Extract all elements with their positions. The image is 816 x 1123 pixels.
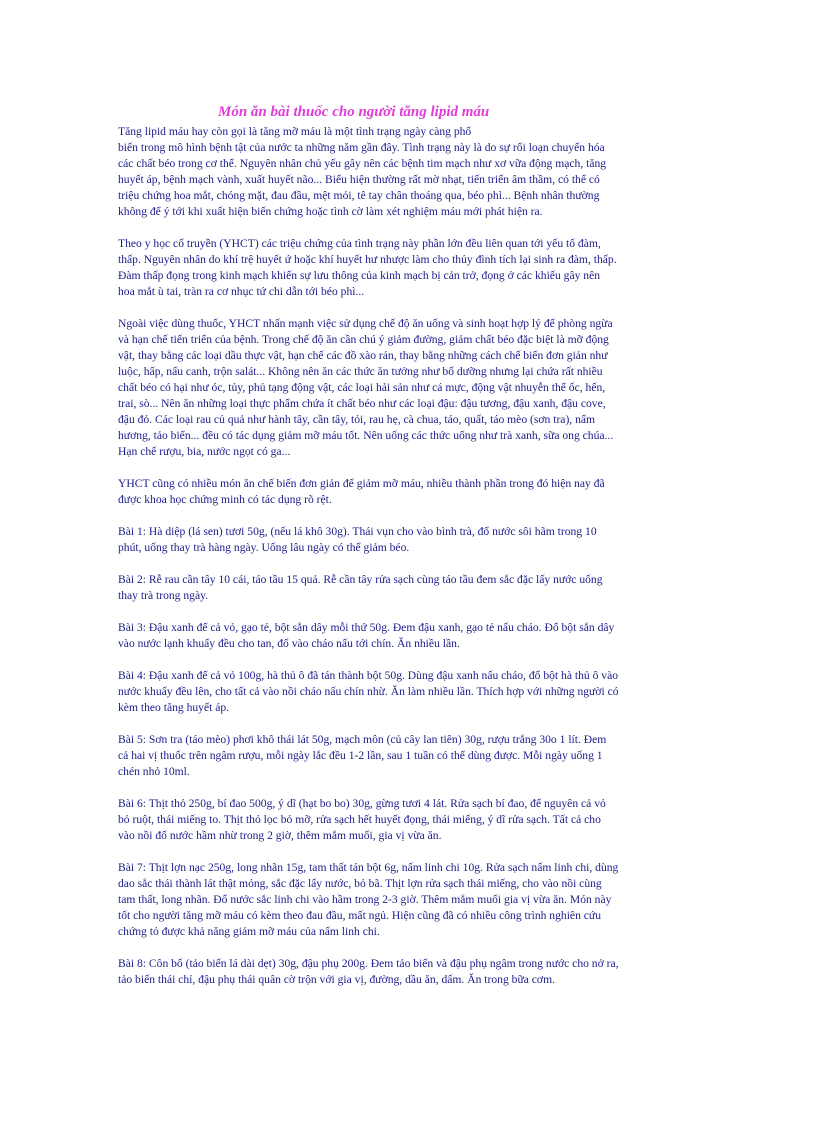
paragraph (118, 572, 703, 604)
text-line: vào nồi đổ nước hầm nhừ trong 2 giờ, thêm mắm muối, gia vị vừa ăn. (118, 829, 442, 842)
paragraph (118, 620, 703, 652)
text-line: Theo y học cổ truyền (YHCT) các triệu chứng của tình trạng này phần lớn đều liên quan tới yếu tố đàm, (118, 237, 601, 250)
text-line: Bài 7: Thịt lợn nạc 250g, long nhãn 15g, tam thất tán bột 6g, nấm linh chi 10g. Rửa sạch nấm linh chi, dùng (118, 861, 619, 874)
text-line: dao sắc thái thành lát thật mỏng, sắc đặc lấy nước, bỏ bã. Thịt lợn rửa sạch thái miếng, cho vào nồi cùng (118, 877, 602, 890)
document-body (118, 124, 703, 1004)
text-line: bỏ ruột, thái miếng to. Thịt thỏ lọc bỏ mỡ, rửa sạch hết huyết đọng, thái miếng, ý dĩ rửa sạch. Tất cả cho (118, 813, 601, 826)
text-line: tảo biển thái chỉ, đậu phụ thái quân cờ trộn với gia vị, đường, dầu ăn, dấm. Ăn trong bữa cơm. (118, 973, 555, 986)
paragraph (118, 236, 703, 300)
text-line: vật, thay bằng các loại dầu thực vật, hạn chế các đồ xào rán, thay bằng những cách chế biến đơn giản như (118, 349, 608, 362)
text-line: thay trà trong ngày. (118, 589, 209, 602)
text-line: chất béo có hại như óc, tủy, phủ tạng động vật, các loại hải sản như cá mực, động vật nhuyễn thể ốc, hến, (118, 381, 606, 394)
text-line: triệu chứng hoa mắt, chóng mặt, đau đầu, mệt mỏi, tê tay chân thoáng qua, béo phì... Bệnh nhân thường (118, 189, 600, 202)
text-line: kèm theo tăng huyết áp. (118, 701, 230, 714)
text-line: Bài 8: Côn bố (tảo biển lá dài dẹt) 30g, đậu phụ 200g. Đem tảo biển và đậu phụ ngâm trong nước cho nở ra, (118, 957, 619, 970)
text-line: biến trong mô hình bệnh tật của nước ta những năm gần đây. Tình trạng này là do sự rối loạn chuyển hóa (118, 141, 605, 154)
paragraph (118, 860, 703, 940)
text-line: được khoa học chứng minh có tác dụng rõ rệt. (118, 493, 332, 506)
paragraph (118, 124, 703, 220)
text-line: vào nước lạnh khuấy đều cho tan, đổ vào cháo nấu tới chín. Ăn nhiều lần. (118, 637, 460, 650)
text-line: luộc, hấp, nấu canh, trộn salát... Không nên ăn các thức ăn tưởng như bổ dưỡng nhưng lại chứa rất nhiều (118, 365, 603, 378)
paragraph (118, 732, 703, 780)
text-line: Ngoài việc dùng thuốc, YHCT nhấn mạnh việc sử dụng chế độ ăn uống và sinh hoạt hợp lý để phòng ngừa (118, 317, 613, 330)
text-line: tốt cho người tăng mỡ máu có kèm theo đau đầu, mất ngủ. Hiện cũng đã có nhiều công trình nghiên cứu (118, 909, 601, 922)
text-line: và hạn chế tiến triển của bệnh. Trong chế độ ăn cần chú ý giảm đường, giảm chất béo đặc biệt là mỡ động (118, 333, 609, 346)
text-line: chén nhỏ 10ml. (118, 765, 190, 778)
text-line: Bài 5: Sơn tra (táo mèo) phơi khô thái lát 50g, mạch môn (củ cây lan tiên) 30g, rượu trắng 30o 1 lít. Đem (118, 733, 607, 746)
text-line: đậu đỏ. Các loại rau củ quả như hành tây, cần tây, tỏi, rau hẹ, cà chua, táo, quất, táo mèo (sơn tra), nấm (118, 413, 596, 426)
paragraph (118, 316, 703, 460)
text-line: Bài 2: Rễ rau cần tây 10 cái, táo tầu 15 quả. Rễ cần tây rửa sạch cùng táo tầu đem sắc đặc lấy nước uống (118, 573, 603, 586)
paragraph (118, 956, 703, 988)
text-line: chứng tỏ được khả năng giảm mỡ máu của nấm linh chi. (118, 925, 380, 938)
text-line: phút, uống thay trà hàng ngày. Uống lâu ngày có thể giảm béo. (118, 541, 410, 554)
text-line: nước khuấy đều lên, cho tất cả vào nồi cháo nấu chín nhừ. Ăn làm nhiều lần. Thích hợp với những người có (118, 685, 619, 698)
text-line: Bài 1: Hà diệp (lá sen) tươi 50g, (nếu lá khô 30g). Thái vụn cho vào bình trà, đổ nước sôi hãm trong 10 (118, 525, 597, 538)
text-line: Hạn chế rượu, bia, nước ngọt có ga... (118, 445, 291, 458)
text-line: YHCT cũng có nhiều món ăn chế biến đơn giản để giảm mỡ máu, nhiều thành phần trong đó hiện nay đã (118, 477, 605, 490)
text-line: Bài 6: Thịt thỏ 250g, bí đao 500g, ý dĩ (hạt bo bo) 30g, gừng tươi 4 lát. Rửa sạch bí đao, để nguyên cả vỏ (118, 797, 606, 810)
paragraph (118, 796, 703, 844)
paragraph (118, 668, 703, 716)
text-line: thấp. Nguyên nhân do khí trệ huyết ứ hoặc khí huyết hư nhược làm cho thủy đình tích lại sinh ra đàm, thấp. (118, 253, 617, 266)
text-line: trai, sò... Nên ăn những loại thực phẩm chứa ít chất béo như các loại đậu: đậu tương, đậu xanh, đậu cove, (118, 397, 606, 410)
text-line: không để ý tới khi xuất hiện biến chứng hoặc tình cờ làm xét nghiệm máu mới phát hiện ra. (118, 205, 543, 218)
text-line: tam thất, long nhãn. Đổ nước sắc linh chi vào hầm trong 2-3 giờ. Thêm mắm muối gia vị vừa ăn. Món này (118, 893, 612, 906)
text-line: Đàm thấp đọng trong kinh mạch khiến sự lưu thông của kinh mạch bị cản trở, đọng ở các khiếu gây nên (118, 269, 601, 282)
paragraph (118, 476, 703, 508)
text-line: Tăng lipid máu hay còn gọi là tăng mỡ máu là một tình trạng ngày càng phổ (118, 125, 472, 138)
text-line: huyết áp, bệnh mạch vành, xuất huyết não... Biểu hiện thường rất mờ nhạt, tiến triển âm thầm, có thể có (118, 173, 600, 186)
text-line: Bài 4: Đậu xanh để cả vỏ 100g, hà thủ ô đã tán thành bột 50g. Dùng đậu xanh nấu cháo, đổ bột hà thủ ô vào (118, 669, 619, 682)
document-title: Món ăn bài thuốc cho người tăng lipid máu (218, 104, 490, 120)
paragraph (118, 524, 703, 556)
text-line: hương, tảo biển... đều có tác dụng giảm mỡ máu tốt. Nên uống các thức uống như trà xanh, sữa ong chúa... (118, 429, 614, 442)
text-line: cả hai vị thuốc trên ngâm rượu, mỗi ngày lắc đều 1-2 lần, sau 1 tuần có thể dùng được. Mỗi ngày uống 1 (118, 749, 603, 762)
text-line: hoa mắt ù tai, tràn ra cơ nhục tứ chi dẫn tới béo phì... (118, 285, 365, 298)
text-line: các chất béo trong cơ thể. Nguyên nhân chủ yếu gây nên các bệnh tim mạch như xơ vữa động mạch, tăng (118, 157, 607, 170)
text-line: Bài 3: Đậu xanh để cả vỏ, gạo tẻ, bột sắn dây mỗi thứ 50g. Đem đậu xanh, gạo tẻ nấu cháo. Đổ bột sắn dây (118, 621, 615, 634)
